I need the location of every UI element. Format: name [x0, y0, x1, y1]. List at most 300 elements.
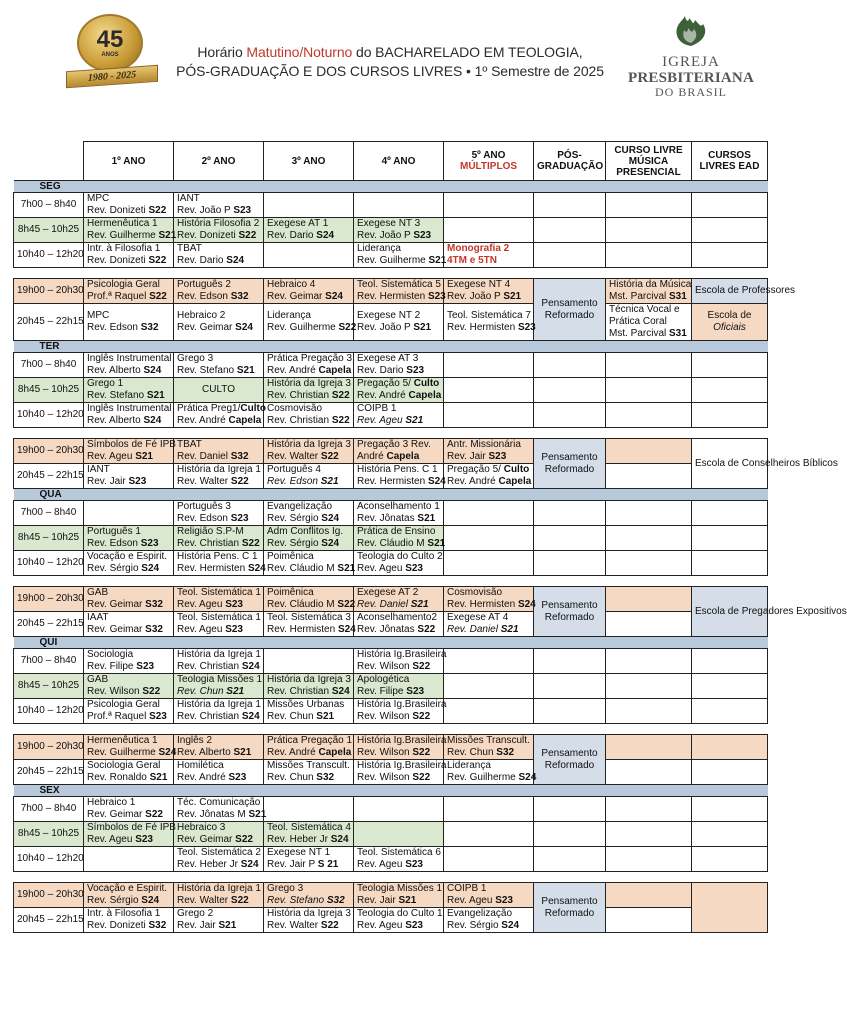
time-cell: 7h00 – 8h40	[14, 193, 84, 218]
empty-cell	[534, 353, 606, 378]
class-cell	[354, 735, 447, 760]
teacher: Rev. Alberto	[87, 415, 144, 426]
gap-cell	[14, 576, 768, 587]
teacher: Rev. João P	[357, 230, 414, 241]
class-cell	[354, 243, 447, 268]
subject: Prática de Ensino	[357, 526, 436, 537]
classes: 4TM e 5TN	[447, 255, 498, 266]
class-cell	[174, 353, 264, 378]
anniversary-logo	[60, 12, 164, 92]
slot-row	[14, 526, 768, 551]
ead-cell	[692, 304, 768, 341]
teacher: Rev. Edson	[267, 476, 321, 487]
teacher: Rev. Donizeti	[87, 255, 149, 266]
teacher: Rev. Filipe	[87, 661, 137, 672]
room: S23	[233, 205, 252, 216]
empty-cell	[264, 193, 354, 218]
col-header-musica: CURSO LIVRE MÚSICA PRESENCIAL	[606, 142, 692, 181]
room: S23	[413, 230, 432, 241]
empty-cell	[606, 464, 692, 489]
teacher: Rev. Sérgio	[447, 920, 502, 931]
teacher: Rev. Donizeti	[87, 205, 149, 216]
teacher: Rev. Sérgio	[267, 538, 322, 549]
room: S24	[330, 834, 349, 845]
empty-cell	[444, 822, 534, 847]
subject: Pregação 5/	[447, 464, 504, 475]
subject: História da Igreja 3	[267, 674, 351, 685]
class-cell	[174, 735, 264, 760]
time-cell: 10h40 – 12h20	[14, 847, 84, 872]
room: S31	[669, 328, 687, 339]
class-cell	[354, 883, 444, 908]
subject-cont: Prática Coral	[609, 316, 667, 327]
room: S32	[496, 747, 515, 758]
teacher: Rev. Guilherme	[447, 772, 519, 783]
room: S22	[230, 476, 249, 487]
room: S24	[141, 895, 160, 906]
teacher: Rev. Ageu	[177, 624, 226, 635]
class-cell	[444, 439, 534, 464]
room: S22	[241, 538, 260, 549]
room: S22	[412, 661, 431, 672]
room: S22	[230, 895, 249, 906]
class-cell	[444, 883, 534, 908]
class-cell	[264, 674, 354, 699]
room: S21	[427, 538, 446, 549]
class-cell	[264, 279, 354, 304]
day-row-qui	[14, 637, 768, 649]
subject: História da Igreja 3	[267, 378, 351, 389]
room: S23	[128, 476, 147, 487]
teacher: Rev. Hermisten	[357, 476, 428, 487]
subject: IANT	[87, 464, 110, 475]
teacher: Rev. Wilson	[87, 686, 143, 697]
empty-cell	[264, 649, 354, 674]
class-cell	[354, 279, 444, 304]
class-cell	[84, 279, 174, 304]
time-cell: 8h45 – 10h25	[14, 526, 84, 551]
subject: TBAT	[177, 439, 202, 450]
room: S21	[337, 563, 356, 574]
class-cell	[84, 439, 174, 464]
class-cell	[606, 279, 692, 304]
teacher: Rev. Ageu	[87, 451, 136, 462]
col-header-3ano: 3º ANO	[264, 142, 354, 181]
teacher: Rev. Ageu	[357, 920, 406, 931]
subject: Símbolos de Fé IPB	[87, 822, 176, 833]
subject: COIPB 1	[447, 883, 487, 894]
subject: Aconselhamento 1	[357, 501, 440, 512]
empty-cell	[264, 797, 354, 822]
empty-cell	[84, 847, 174, 872]
room: S32	[145, 599, 163, 610]
empty-cell	[606, 699, 692, 724]
class-cell	[444, 464, 534, 489]
room: S24	[247, 563, 266, 574]
class-cell	[84, 760, 174, 785]
room: S21	[236, 365, 255, 376]
class-cell	[264, 304, 357, 341]
room: S22	[337, 599, 356, 610]
teacher: Rev. Guilherme	[267, 322, 339, 333]
subject: Téc. Comunicação	[177, 797, 261, 808]
empty-cell	[692, 501, 768, 526]
room: S24	[241, 661, 260, 672]
teacher: Rev. Heber Jr	[177, 859, 241, 870]
slot-row	[14, 587, 768, 612]
class-cell	[84, 243, 174, 268]
class-cell	[354, 612, 444, 637]
teacher: André	[357, 451, 387, 462]
teacher: Rev. Chun	[267, 711, 317, 722]
class-cell	[354, 304, 444, 341]
time-cell: 8h45 – 10h25	[14, 378, 84, 403]
empty-cell	[534, 699, 606, 724]
time-cell: 8h45 – 10h25	[14, 822, 84, 847]
room: S22	[238, 230, 257, 241]
teacher: Rev. Chun	[267, 772, 317, 783]
empty-cell	[606, 526, 692, 551]
teacher: Rev. Wilson	[357, 772, 413, 783]
subject: Cosmovisão	[447, 587, 503, 598]
teacher: Rev. Jair	[447, 451, 489, 462]
room: S23	[488, 451, 507, 462]
room: Capela	[318, 365, 352, 376]
subject: Português 1	[87, 526, 141, 537]
subject: Apologética	[357, 674, 410, 685]
room: S32	[145, 624, 163, 635]
subject: Exegese NT 2	[357, 310, 421, 321]
room: S21	[417, 513, 436, 524]
class-cell	[264, 822, 354, 847]
subject-bold: Culto	[503, 464, 530, 475]
teacher: Rev. Cláudio M	[267, 563, 338, 574]
teacher: Rev. Ageu	[177, 599, 226, 610]
subject: Prática Pregação 1	[267, 735, 353, 746]
class-cell	[444, 735, 534, 760]
subject: Vocação e Espirit.	[87, 883, 168, 894]
empty-cell	[692, 649, 768, 674]
class-cell	[354, 526, 444, 551]
class-cell	[84, 551, 174, 576]
empty-cell	[692, 847, 768, 872]
ead-cell: Escola de Conselheiros Bíblicos	[692, 439, 768, 489]
slot-row	[14, 883, 768, 908]
empty-cell	[534, 403, 606, 428]
corner-cell	[14, 142, 84, 181]
teacher: Rev. Guilherme	[87, 747, 159, 758]
subject: Exegese NT 1	[267, 847, 331, 858]
time-cell: 20h45 – 22h15	[14, 304, 84, 341]
teacher: Rev. João P	[357, 322, 414, 333]
teacher: Rev. Alberto	[87, 365, 144, 376]
teacher: Rev. Stefano	[87, 390, 147, 401]
subject: Teol. Sistemática 5	[357, 279, 441, 290]
room: S23	[406, 365, 425, 376]
subject: MPC	[87, 193, 110, 204]
slot-row	[14, 699, 768, 724]
day-label: SEX	[14, 785, 768, 797]
room: S23	[228, 772, 247, 783]
teacher: Rev. Daniel	[177, 451, 231, 462]
subject: Hebraico 3	[177, 822, 226, 833]
gap-row	[14, 872, 768, 883]
subject: GAB	[87, 587, 109, 598]
class-cell	[264, 699, 354, 724]
empty-cell	[692, 760, 768, 785]
day-label: QUI	[14, 637, 768, 649]
empty-cell	[534, 847, 606, 872]
teacher: Rev. Hermisten	[267, 624, 338, 635]
time-cell: 7h00 – 8h40	[14, 797, 84, 822]
class-cell	[84, 403, 174, 428]
time-cell: 7h00 – 8h40	[14, 501, 84, 526]
room: S24	[143, 415, 162, 426]
room: S32	[326, 895, 345, 906]
logo-years: 1980 - 2025	[66, 65, 158, 88]
room: S24	[158, 747, 177, 758]
class-cell	[84, 883, 174, 908]
gap-row	[14, 724, 768, 735]
subject-bold: Culto	[413, 378, 440, 389]
subject: Teol. Sistemática 7	[447, 310, 531, 321]
room: S21	[158, 230, 177, 241]
empty-cell	[444, 193, 534, 218]
teacher: Rev. Edson	[177, 513, 231, 524]
class-cell	[174, 403, 264, 428]
empty-cell	[84, 501, 174, 526]
class-cell	[174, 822, 264, 847]
gap-cell	[14, 724, 768, 735]
class-cell	[174, 760, 264, 785]
room: S32	[140, 322, 159, 333]
subject: Teol. Sistemática 6	[357, 847, 441, 858]
subject: História da Igreja 3	[267, 908, 351, 919]
room: S24	[226, 255, 245, 266]
slot-row	[14, 501, 768, 526]
slot-row	[14, 353, 768, 378]
teacher: Rev. Geimar	[177, 834, 236, 845]
class-cell	[174, 279, 264, 304]
class-cell	[354, 218, 444, 243]
gap-row	[14, 576, 768, 587]
day-row-qua	[14, 489, 768, 501]
class-cell	[444, 908, 534, 933]
class-cell	[174, 304, 264, 341]
subject: Psicologia Geral	[87, 699, 160, 710]
room: S23	[405, 563, 423, 574]
teacher: Rev. Walter	[177, 476, 231, 487]
subject: Teologia do Culto 1	[357, 908, 443, 919]
slot-row	[14, 797, 768, 822]
room: S24	[235, 322, 253, 333]
empty-cell	[444, 551, 534, 576]
slot-row	[14, 847, 768, 872]
room: S22	[338, 322, 357, 333]
class-cell	[354, 908, 444, 933]
subject: História da Igreja 1	[177, 883, 261, 894]
class-cell	[84, 587, 174, 612]
subject: Técnica Vocal e	[609, 304, 680, 315]
class-cell	[264, 526, 354, 551]
subject: Prática Preg1/	[177, 403, 241, 414]
class-cell	[84, 797, 174, 822]
empty-cell	[692, 735, 768, 760]
slot-row	[14, 464, 768, 489]
time-cell: 19h00 – 20h30	[14, 587, 84, 612]
room: S21	[500, 624, 519, 635]
room: S22	[331, 390, 350, 401]
class-cell	[264, 847, 354, 872]
room: S32	[316, 772, 335, 783]
subject: Exegese NT 4	[447, 279, 511, 290]
subject: COIPB 1	[357, 403, 397, 414]
subject: Prática Pregação 3	[267, 353, 353, 364]
header-row	[14, 142, 768, 181]
class-cell	[264, 218, 354, 243]
teacher: Rev. Sérgio	[87, 895, 142, 906]
subject: Antr. Missionária	[447, 439, 521, 450]
empty-cell	[606, 612, 692, 637]
teacher: Rev. Christian	[177, 538, 242, 549]
class-cell	[264, 464, 354, 489]
class-cell	[444, 279, 534, 304]
subject: Missões Transcult.	[447, 735, 530, 746]
empty-cell	[534, 797, 606, 822]
day-label: TER	[14, 341, 768, 353]
room: S21	[233, 747, 252, 758]
room: S23	[230, 513, 249, 524]
class-cell	[84, 649, 174, 674]
room: S32	[148, 920, 167, 931]
schedule-table	[13, 141, 847, 933]
room: Capela	[386, 451, 420, 462]
class-cell	[84, 526, 174, 551]
subject: Liderança	[357, 243, 401, 254]
class-cell	[354, 501, 444, 526]
class-cell	[264, 587, 354, 612]
class-cell	[354, 439, 444, 464]
subject: Grego 3	[177, 353, 214, 364]
teacher: Rev. Edson	[87, 538, 141, 549]
class-cell	[264, 908, 354, 933]
subject: Hebraico 1	[87, 797, 136, 808]
ipb-line3: DO BRASIL	[654, 85, 727, 99]
subject: Intr. à Filosofia 1	[87, 243, 161, 254]
gap-cell	[14, 872, 768, 883]
room: S23	[495, 895, 513, 906]
room: Capela	[408, 390, 442, 401]
room: S22	[149, 291, 167, 302]
room: S21	[218, 920, 237, 931]
empty-cell	[444, 403, 534, 428]
class-cell	[84, 378, 174, 403]
class-cell	[84, 464, 174, 489]
teacher: Rev. Wilson	[357, 661, 413, 672]
class-cell	[354, 847, 444, 872]
subject: MPC	[87, 310, 110, 321]
empty-cell	[444, 797, 534, 822]
teacher: Rev. Ageu	[357, 859, 406, 870]
teacher: Rev. Heber Jr	[267, 834, 331, 845]
subject: Teologia do Culto 2	[357, 551, 443, 562]
class-cell	[354, 353, 444, 378]
subject: Liderança	[447, 760, 491, 771]
class-cell	[444, 243, 534, 268]
time-cell: 10h40 – 12h20	[14, 243, 84, 268]
subject: Exegese AT 2	[357, 587, 419, 598]
class-cell	[354, 464, 444, 489]
subject: Aconselhamento2	[357, 612, 438, 623]
empty-cell	[692, 699, 768, 724]
subject: História Ig.Brasileira	[357, 699, 447, 710]
teacher: Rev. Geimar	[87, 809, 146, 820]
class-cell	[174, 439, 264, 464]
time-cell: 8h45 – 10h25	[14, 218, 84, 243]
empty-cell	[534, 551, 606, 576]
room: S21	[405, 415, 424, 426]
class-cell	[264, 353, 354, 378]
teacher: Mst. Parcival	[609, 328, 670, 339]
teacher: Rev. Walter	[267, 451, 321, 462]
subject: Evangelização	[447, 908, 513, 919]
time-cell: 20h45 – 22h15	[14, 908, 84, 933]
subject: IAAT	[87, 612, 109, 623]
teacher: Rev. Jair	[357, 895, 399, 906]
subject: Intr. à Filosofia 1	[87, 908, 161, 919]
room: S22	[148, 205, 167, 216]
room: S22	[148, 255, 167, 266]
teacher: Rev. Sérgio	[87, 563, 142, 574]
teacher: Rev. André	[177, 415, 229, 426]
slot-row	[14, 193, 768, 218]
room: S24	[427, 476, 446, 487]
teacher: Rev. Geimar	[87, 599, 146, 610]
teacher: Rev. Jair	[177, 920, 219, 931]
empty-cell	[444, 378, 534, 403]
teacher: Rev. André	[267, 747, 319, 758]
empty-cell	[606, 760, 692, 785]
class-cell	[84, 822, 174, 847]
room: S32	[230, 451, 249, 462]
room: Capela	[318, 747, 352, 758]
empty-cell	[606, 883, 692, 908]
col-header-5ano	[444, 142, 534, 181]
class-cell	[174, 526, 264, 551]
teacher: Rev. Hermisten	[447, 322, 518, 333]
subject: Missões Transcult.	[267, 760, 350, 771]
room: S21	[146, 390, 165, 401]
room: S24	[501, 920, 520, 931]
slot-row	[14, 218, 768, 243]
teacher: Rev. André	[267, 365, 319, 376]
class-cell	[174, 501, 264, 526]
teacher: Rev. Walter	[267, 920, 321, 931]
empty-cell	[534, 526, 606, 551]
subject: Religião S.P-M	[177, 526, 244, 537]
teacher: Rev. Hermisten	[447, 599, 518, 610]
teacher: Rev. Edson	[87, 322, 141, 333]
subject: Pregação 3 Rev.	[357, 439, 431, 450]
teacher: Rev. Dario	[177, 255, 227, 266]
class-cell	[84, 353, 174, 378]
subject: Poimênica	[267, 587, 314, 598]
time-cell: 7h00 – 8h40	[14, 649, 84, 674]
room: S31	[669, 291, 687, 302]
teacher: Rev. Geimar	[267, 291, 326, 302]
subject: História da Igreja 1	[177, 699, 261, 710]
empty-cell	[606, 218, 692, 243]
